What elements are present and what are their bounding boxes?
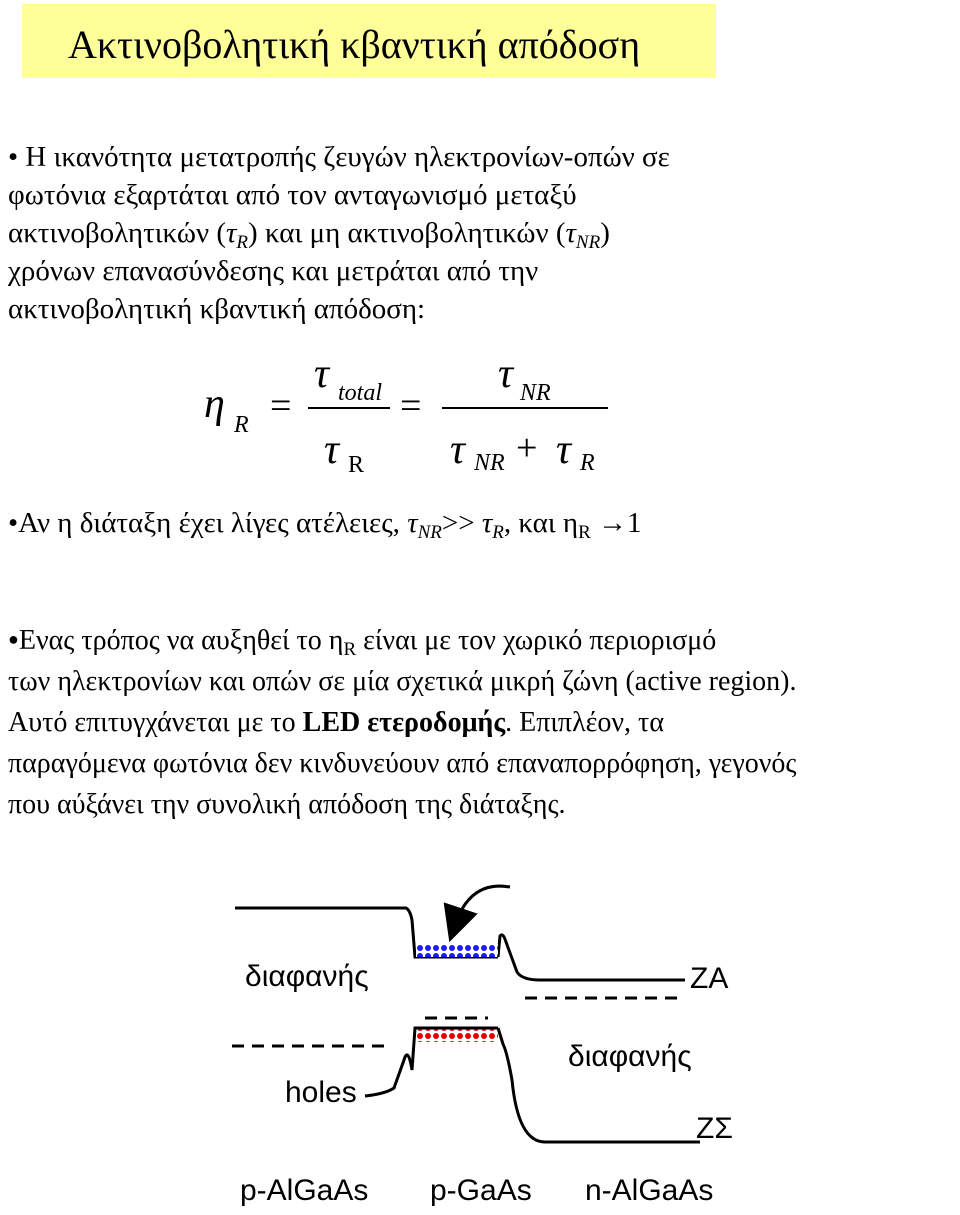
eq-den1-sub: R (348, 452, 365, 478)
intro-paragraph (8, 138, 670, 328)
dot-bullet-icon: ● (8, 629, 19, 649)
label-conduction-band: ΖΑ (690, 962, 729, 995)
heterostructure-paragraph (8, 619, 797, 825)
hetero-line-1: ●Ενας τρόπος να αυξηθεί το $\eta_R$ είναι με τον χωρικό περιορισμό (8, 625, 717, 660)
label-holes: holes (285, 1076, 357, 1109)
eq-eta-sub: R (234, 412, 249, 438)
layer-right-label: n-AlGaAs (585, 1174, 714, 1207)
hetero-line-5: που αύξάνει την συνολική απόδοση της διάταξης. (8, 789, 566, 820)
eq-den2-sub1: NR (474, 450, 505, 476)
hetero-line-4: παραγόμενα φωτόνια δεν κινδυνεύουν από επαναπορρόφηση, γεγονός (8, 748, 797, 779)
holes-fill (416, 1028, 498, 1042)
intro-line-5: ακτινοβολητική κβαντική απόδοση: (8, 293, 426, 325)
band-diagram-svg (0, 880, 960, 1210)
band-diagram (0, 880, 960, 1210)
electron-arrow-icon (455, 886, 510, 925)
layer-left-label: p-AlGaAs (240, 1174, 369, 1207)
intro-line-2: φωτόνια εξαρτάται από τον ανταγωνισμό μεταξύ (8, 179, 577, 211)
eq-num2-tau: τ (498, 351, 514, 397)
eq-num2-sub: NR (520, 380, 551, 406)
few-defects-line: •Αν η διάταξη έχει λίγες ατέλειες, $\tau_{NR}>> \tau_R$, και $\eta_R \to 1$ (8, 504, 642, 542)
electrons-fill (416, 944, 498, 957)
eq-eta: η (204, 381, 225, 427)
label-transparent-right: διαφανής (568, 1040, 692, 1073)
page-title: Ακτινοβολητική κβαντική απόδοση (68, 22, 641, 67)
eq-den2-sub2: R (580, 450, 595, 476)
intro-line-4: χρόνων επανασύνδεσης και μετράται από την (8, 255, 539, 287)
label-valence-band: ΖΣ (696, 1112, 733, 1145)
eq-den1-tau: τ (324, 427, 340, 473)
hetero-line-2: των ηλεκτρονίων και οπών σε μία σχετικά μικρή ζώνη (active region). (8, 666, 797, 697)
eq-fraction-bar-1 (308, 407, 390, 409)
eq-equals-1: = (270, 385, 292, 427)
label-transparent-left: διαφανής (245, 960, 369, 993)
layer-middle-label: p-GaAs (430, 1174, 532, 1207)
eq-num1-tau: τ (314, 351, 330, 397)
intro-line-3: ακτινοβολητικών $(\tau_R)$ και μη ακτινοβολητικών $(\tau_{NR})$ (8, 217, 610, 253)
eq-plus: + (516, 427, 538, 469)
intro-line-1: • Η ικανότητα μετατροπής ζευγών ηλεκτρονίων-οπών σε (8, 138, 670, 176)
quantum-efficiency-equation (200, 350, 620, 480)
eq-equals-2: = (400, 385, 422, 427)
eq-den2-tau2: τ (556, 427, 572, 473)
eq-den2-tau1: τ (450, 427, 466, 473)
eq-fraction-bar-2 (442, 407, 608, 409)
hetero-line-3: Αυτό επιτυγχάνεται με το LED ετεροδομής. Επιπλέον, τα (8, 707, 664, 738)
title-banner (22, 4, 716, 78)
bullet-icon: • (8, 141, 19, 173)
eq-num1-sub: total (338, 380, 383, 406)
bullet-icon: • (8, 507, 19, 539)
